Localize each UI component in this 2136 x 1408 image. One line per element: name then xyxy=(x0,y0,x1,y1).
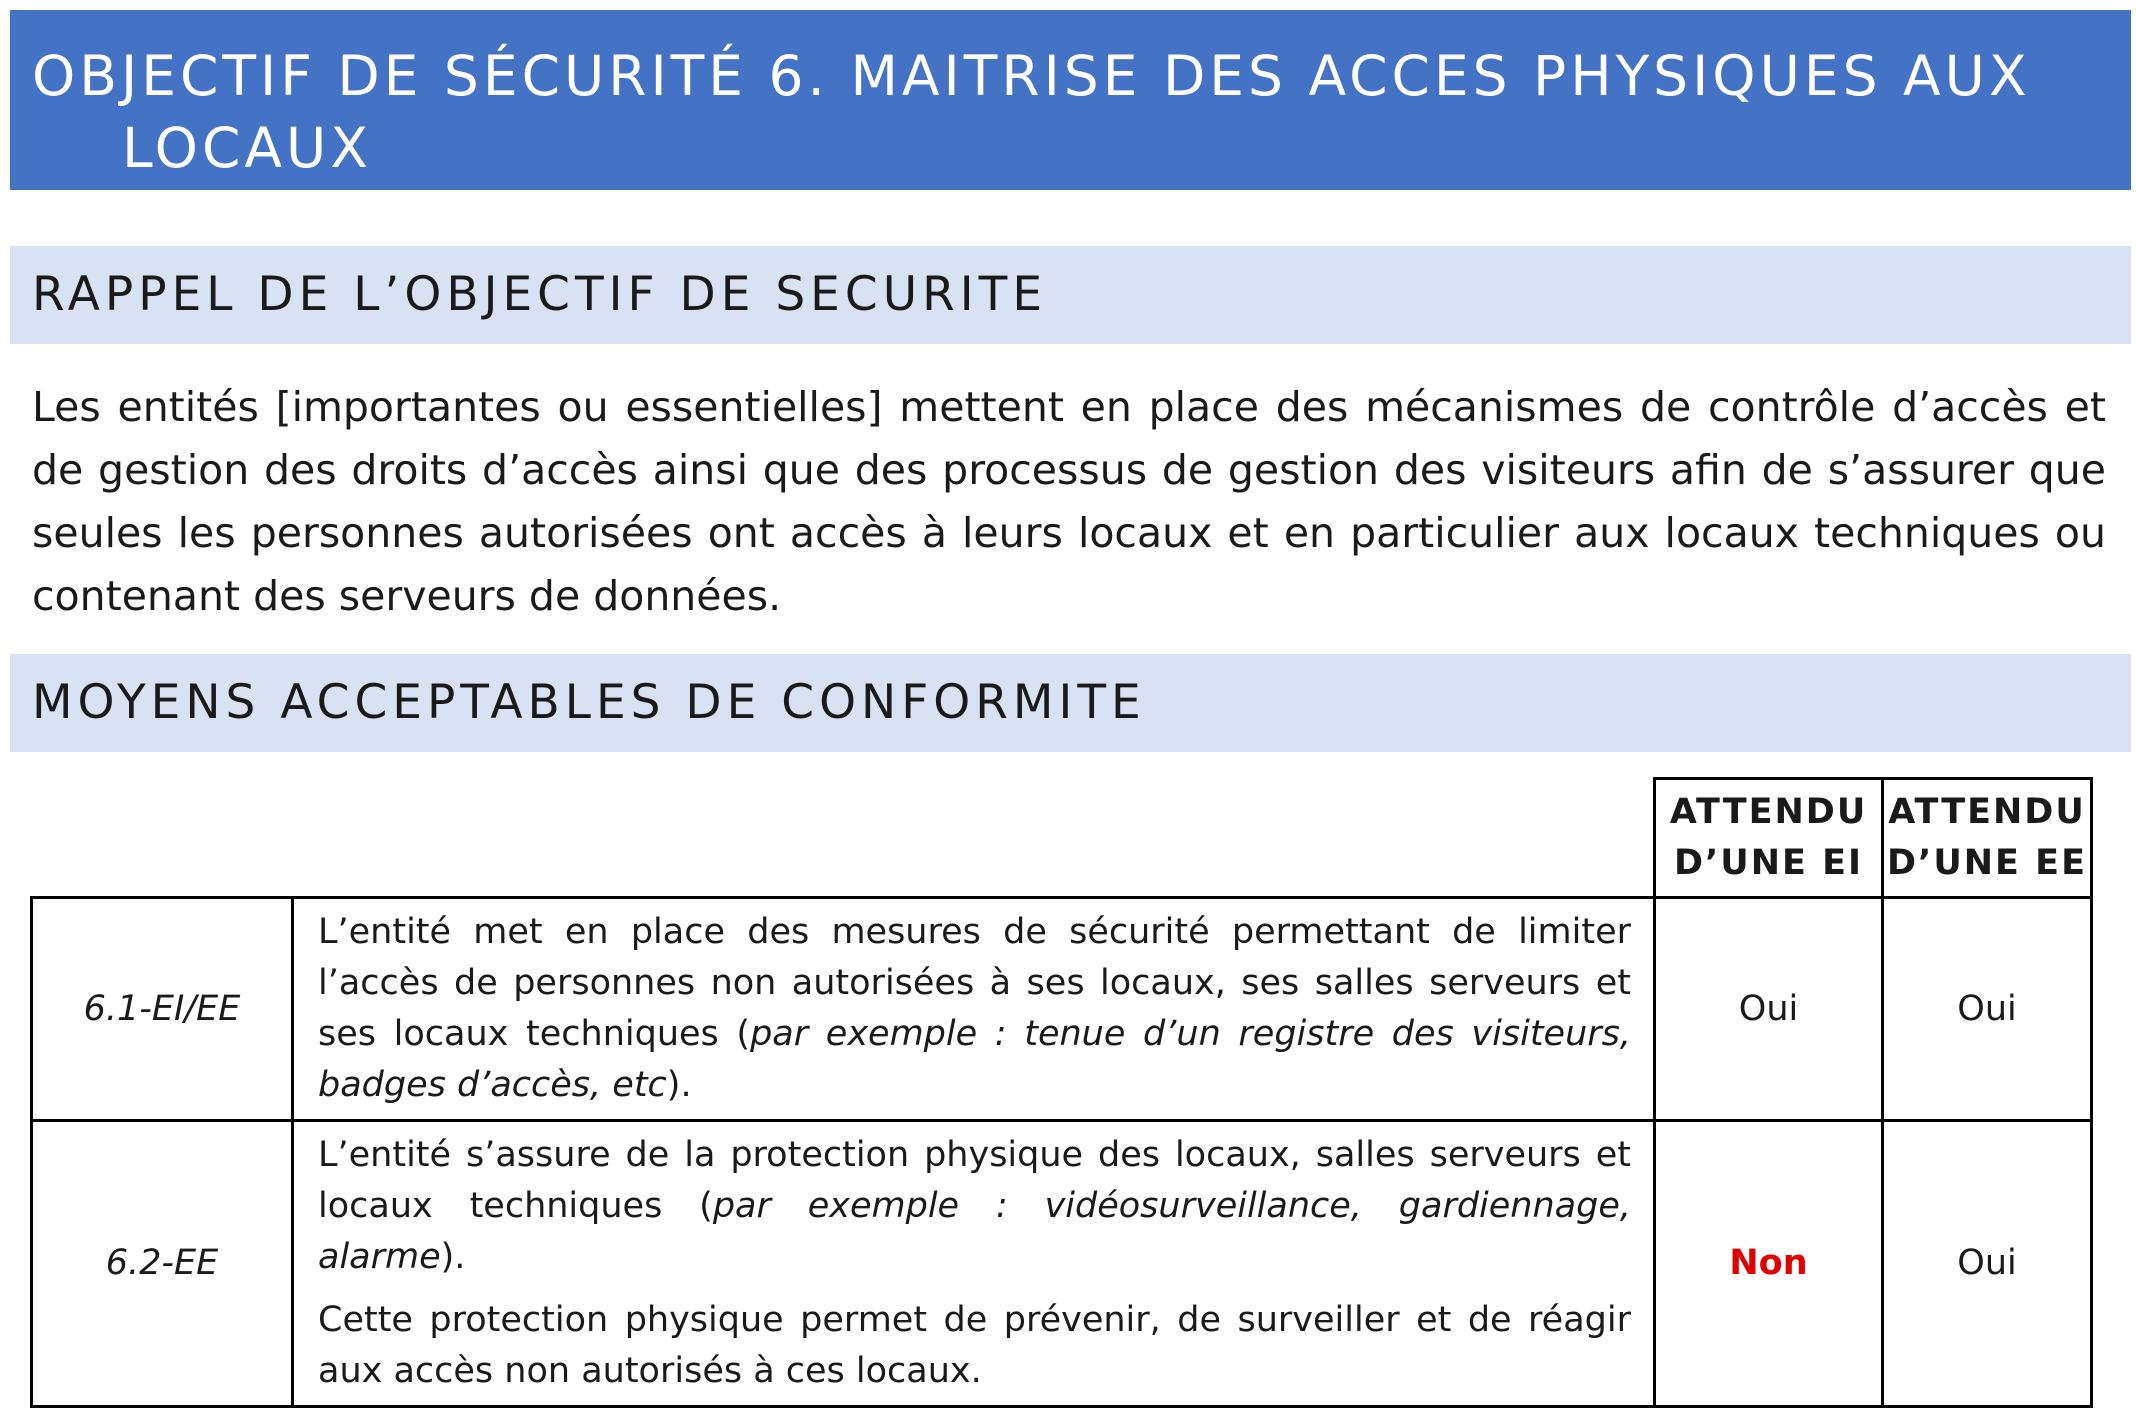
empty-header-cell xyxy=(32,779,293,898)
objective-banner xyxy=(10,10,2131,190)
row-value-ee: Oui xyxy=(1883,898,2092,1121)
table-header-row xyxy=(32,779,2092,898)
desc-example-italic: par exemple : vidéosurveillance, gardiennage, alarme xyxy=(318,1186,1632,1277)
row-description xyxy=(293,1121,1655,1407)
empty-header-cell xyxy=(293,779,1655,898)
desc-second-paragraph: Cette protection physique permet de prévenir, de surveiller et de réagir aux accès non autorisés à ces locaux. xyxy=(318,1300,1631,1391)
row-description xyxy=(293,898,1655,1121)
desc-text: L’entité s’assure de la protection physique des locaux, salles serveurs et locaux techniques ( xyxy=(318,1135,1631,1226)
desc-text: L’entité met en place des mesures de sécurité permettant de limiter l’accès de personnes non autorisées à ses locaux, ses salles serveurs et ses locaux techniques ( xyxy=(318,912,1631,1054)
header-attendu-ee xyxy=(1883,779,2092,898)
rappel-paragraph: Les entités [importantes ou essentielles] mettent en place des mécanismes de contrôle d’accès et de gestion des droits d’accès ainsi que des processus de gestion des visiteurs afin de s’assurer que seules les personnes autorisées ont accès à leurs locaux et en particulier aux locaux techniques ou contenant des serveurs de données. xyxy=(32,383,2106,620)
header-ee-line2: D’UNE EE xyxy=(1887,843,2087,883)
desc-text-end: ). xyxy=(666,1065,692,1105)
table-row xyxy=(32,1121,2092,1407)
banner-title-line2: LOCAUX xyxy=(122,116,372,180)
rappel-section-header: RAPPEL DE L’OBJECTIF DE SECURITE xyxy=(10,246,2131,344)
header-ei-line2: D’UNE EI xyxy=(1673,843,1864,883)
row-reference: 6.1-EI/EE xyxy=(32,898,293,1121)
row-value-ei: Oui xyxy=(1655,898,1883,1121)
moyens-section-header: MOYENS ACCEPTABLES DE CONFORMITE xyxy=(10,654,2131,752)
row-value-ee: Oui xyxy=(1883,1121,2092,1407)
header-attendu-ei xyxy=(1655,779,1883,898)
header-ee-line1: ATTENDU xyxy=(1888,792,2086,832)
banner-title-line1: OBJECTIF DE SÉCURITÉ 6. MAITRISE DES ACCES PHYSIQUES AUX xyxy=(32,44,2031,108)
desc-text-end: ). xyxy=(440,1237,466,1277)
row-reference: 6.2-EE xyxy=(32,1121,293,1407)
table-row xyxy=(32,898,2092,1121)
desc-example-italic: par exemple : tenue d’un registre des visiteurs, badges d’accès, etc xyxy=(318,1014,1632,1105)
row-value-ei-non: Non xyxy=(1655,1121,1883,1407)
header-ei-line1: ATTENDU xyxy=(1669,792,1868,832)
conformity-table xyxy=(30,777,2093,1408)
